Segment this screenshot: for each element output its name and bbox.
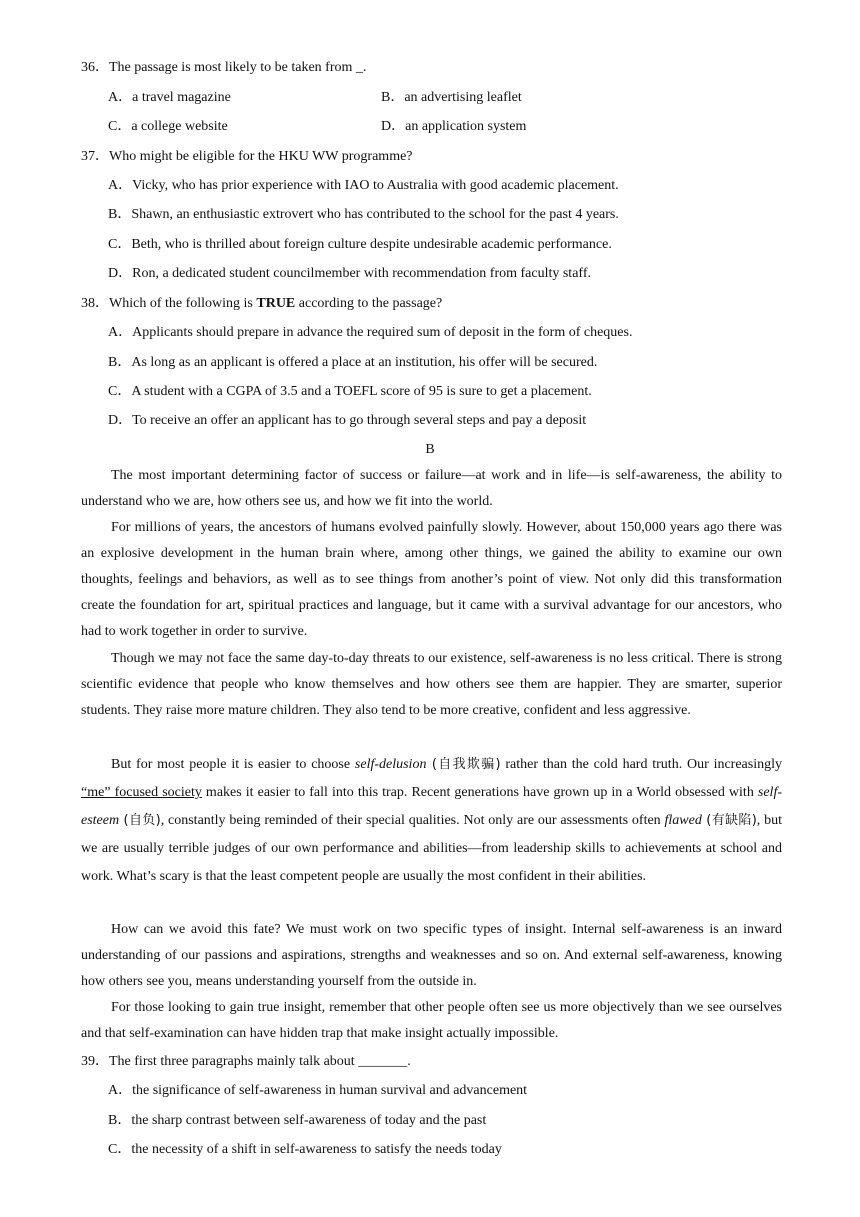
question-39-option-a: A．the significance of self-awareness in human survival and advancement: [108, 1083, 528, 1098]
section-label: B: [425, 442, 435, 457]
term-flawed: flawed: [664, 813, 702, 828]
paragraph-3: Though we may not face the same day-to-day threats to our existence, self-awareness is no less critical. There is strong scientific evidence that people who know themselves and how others see them are happier. They are smarter, superior students. They raise more mature children. They also tend to be more creative, confident and less aggressive.: [81, 651, 782, 718]
question-38-stem-before: 38．Which of the following is: [81, 296, 257, 311]
question-36-option-a: A．a travel magazine: [108, 90, 231, 105]
paragraph-2: For millions of years, the ancestors of humans evolved painfully slowly. However, about 150,000 years ago there was an explosive development in the human brain where, among other things, we gained the ability to examine our own thoughts, feelings and behaviors, as well as to see things from another’s point of view. Not only did this transformation create the foundation for art, spiritual practices and language, but it came with a survival advantage for our ancestors, who had to work together in order to survive.: [81, 520, 782, 639]
paragraph-4-text: , constantly being reminded of their special qualities. Not only are our assessments often: [160, 813, 665, 828]
paragraph-1: The most important determining factor of success or failure—at work and in life—is self-awareness, the ability to understand who we are, how others see us, and how we fit into the world.: [81, 468, 782, 509]
paragraph-6: For those looking to gain true insight, remember that other people often see us more objectively than we see ourselves and that self-examination can have hidden trap that make insight actually impossible.: [81, 1000, 782, 1041]
paragraph-5: How can we avoid this fate? We must work on two specific types of insight. Internal self-awareness is an inward understanding of our passions and aspirations, strengths and weaknesses and so on. And external self-awareness, knowing how others see you, means understanding yourself from the outside in.: [81, 922, 782, 989]
gloss-flawed: (有缺陷): [701, 813, 757, 828]
gloss-self-esteem: (自负): [119, 813, 161, 828]
question-36-stem: 36．The passage is most likely to be taken from _.: [81, 60, 367, 75]
question-37-option-a: A．Vicky, who has prior experience with IAO to Australia with good academic placement.: [108, 178, 619, 193]
question-39-option-b: B．the sharp contrast between self-awareness of today and the past: [108, 1113, 487, 1128]
question-38-option-a: A．Applicants should prepare in advance the required sum of deposit in the form of cheques.: [108, 325, 633, 340]
question-38-option-b: B．As long as an applicant is offered a place at an institution, his offer will be secured.: [108, 355, 598, 370]
question-36-option-c: C．a college website: [108, 119, 228, 134]
term-self-delusion: self-delusion: [354, 757, 427, 772]
question-39-stem: 39．The first three paragraphs mainly talk about _______.: [81, 1054, 411, 1069]
paragraph-4: [81, 751, 782, 891]
underlined-phrase: “me” focused society: [81, 785, 202, 800]
paragraph-4-text: , but we are usually terrible judges of our own performance and abilities—from leadership skills to achievements at school and work. What’s scary is that the least competent people are usually the most confident in their abilities.: [81, 813, 782, 884]
question-36-option-d: D．an application system: [381, 119, 527, 134]
paragraph-4-text: makes it easier to fall into this trap. Recent generations have grown up in a World obsessed with: [201, 785, 758, 800]
paragraph-4-text: rather than the cold hard truth. Our increasingly: [500, 757, 783, 772]
question-38-option-c: C．A student with a CGPA of 3.5 and a TOEFL score of 95 is sure to get a placement.: [108, 384, 592, 399]
question-38-stem-after: according to the passage?: [295, 296, 443, 311]
question-38-stem: [81, 294, 442, 314]
question-37-option-c: C．Beth, who is thrilled about foreign culture despite undesirable academic performance.: [108, 237, 612, 252]
gloss-self-delusion: (自我欺骗): [426, 757, 501, 772]
question-36-option-b: B．an advertising leaflet: [381, 90, 522, 105]
question-38-option-d: D．To receive an offer an applicant has to go through several steps and pay a deposit: [108, 413, 587, 428]
question-39-option-c: C．the necessity of a shift in self-awareness to satisfy the needs today: [108, 1142, 502, 1157]
question-37-option-b: B．Shawn, an enthusiastic extrovert who has contributed to the school for the past 4 years.: [108, 207, 619, 222]
question-37-option-d: D．Ron, a dedicated student councilmember with recommendation from faculty staff.: [108, 266, 591, 281]
term-self-esteem: self-esteem: [81, 785, 782, 828]
question-37-stem: 37．Who might be eligible for the HKU WW programme?: [81, 149, 413, 164]
paragraph-4-text: But for most people it is easier to choose: [111, 757, 355, 772]
question-38-stem-bold: TRUE: [256, 296, 296, 311]
